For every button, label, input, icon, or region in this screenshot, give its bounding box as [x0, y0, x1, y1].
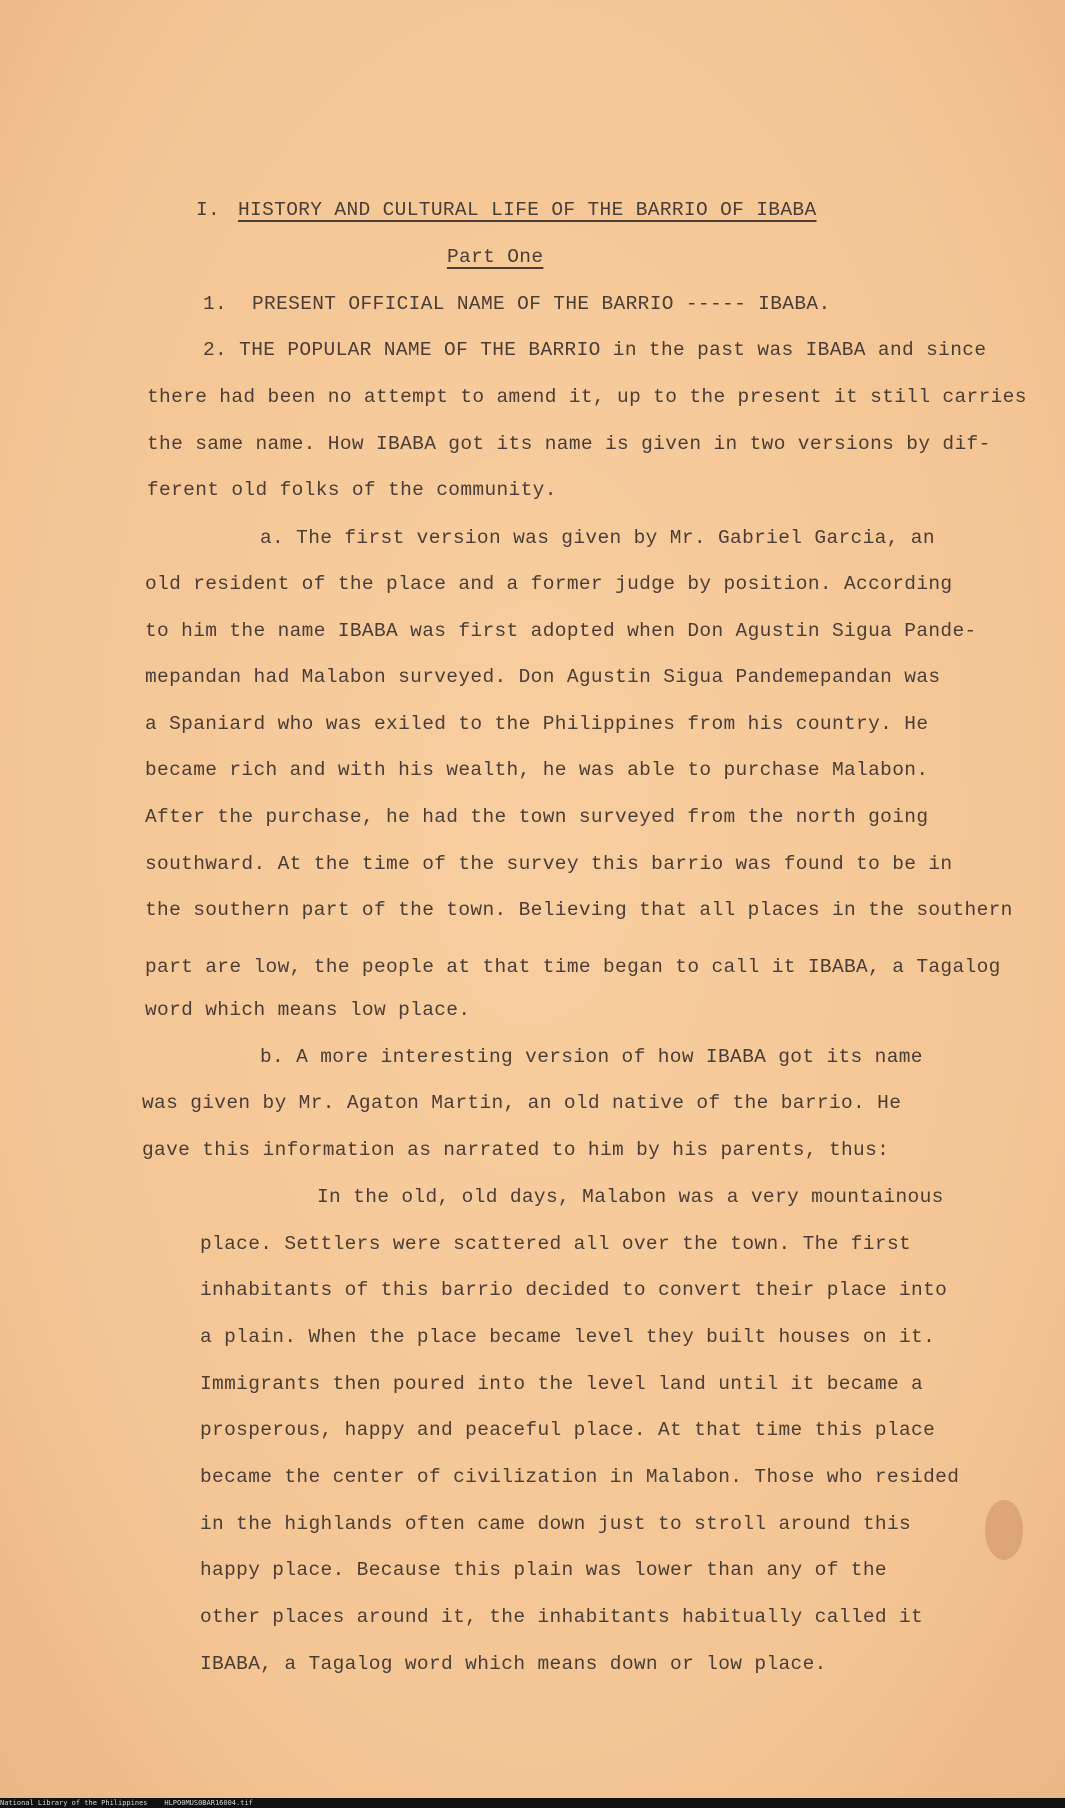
paragraph-line: place. Settlers were scattered all over the town. The first	[200, 1233, 912, 1255]
paragraph-line: prosperous, happy and peaceful place. At that time this place	[200, 1419, 936, 1441]
paragraph-line: the same name. How IBABA got its name is given in two versions by dif-	[147, 433, 991, 455]
heading-title: HISTORY AND CULTURAL LIFE OF THE BARRIO OF IBABA	[238, 199, 817, 221]
paragraph-line: b. A more interesting version of how IBABA got its name	[260, 1046, 923, 1068]
paragraph-line: word which means low place.	[145, 999, 471, 1021]
paragraph-line: inhabitants of this barrio decided to convert their place into	[200, 1279, 948, 1301]
paragraph-line: a plain. When the place became level they built houses on it.	[200, 1326, 936, 1348]
paragraph-line: there had been no attempt to amend it, up to the present it still carries	[147, 386, 1027, 408]
heading-subtitle: Part One	[447, 246, 544, 268]
paragraph-line: happy place. Because this plain was lower than any of the	[200, 1559, 887, 1581]
paragraph-line: part are low, the people at that time began to call it IBABA, a Tagalog	[145, 956, 1001, 978]
paragraph-line: a. The first version was given by Mr. Gabriel Garcia, an	[260, 527, 935, 549]
footer-library: National Library of the Philippines	[0, 1799, 148, 1807]
paragraph-line: 2. THE POPULAR NAME OF THE BARRIO in the past was IBABA and since	[203, 339, 987, 361]
paragraph-line: other places around it, the inhabitants habitually called it	[200, 1606, 924, 1628]
paragraph-line: was given by Mr. Agaton Martin, an old native of the barrio. He	[142, 1092, 902, 1114]
paragraph-line: southward. At the time of the survey this barrio was found to be in	[145, 853, 953, 875]
item1-text: PRESENT OFFICIAL NAME OF THE BARRIO ----- IBABA.	[252, 293, 831, 315]
paragraph-line: old resident of the place and a former judge by position. According	[145, 573, 953, 595]
footer-filename: HLPO0MUS0BAR16004.tif	[164, 1799, 253, 1807]
paragraph-line: gave this information as narrated to him by his parents, thus:	[142, 1139, 890, 1161]
paragraph-line: in the highlands often came down just to stroll around this	[200, 1513, 912, 1535]
paragraph-line: In the old, old days, Malabon was a very mountainous	[317, 1186, 944, 1208]
paragraph-line: became rich and with his wealth, he was able to purchase Malabon.	[145, 759, 929, 781]
paragraph-line: ferent old folks of the community.	[147, 479, 557, 501]
paragraph-line: a Spaniard who was exiled to the Philippines from his country. He	[145, 713, 929, 735]
paragraph-line: mepandan had Malabon surveyed. Don Agustin Sigua Pandemepandan was	[145, 666, 941, 688]
paragraph-line: to him the name IBABA was first adopted when Don Agustin Sigua Pande-	[145, 620, 977, 642]
paragraph-line: became the center of civilization in Malabon. Those who resided	[200, 1466, 960, 1488]
heading-numeral: I.	[196, 199, 221, 221]
paragraph-line: IBABA, a Tagalog word which means down or low place.	[200, 1653, 827, 1675]
paragraph-line: Immigrants then poured into the level land until it became a	[200, 1373, 924, 1395]
archive-footer	[0, 1798, 1065, 1808]
item1-number: 1.	[203, 293, 228, 315]
paragraph-line: the southern part of the town. Believing that all places in the southern	[145, 899, 1013, 921]
paper-stain	[985, 1500, 1023, 1560]
paragraph-line: After the purchase, he had the town surveyed from the north going	[145, 806, 929, 828]
